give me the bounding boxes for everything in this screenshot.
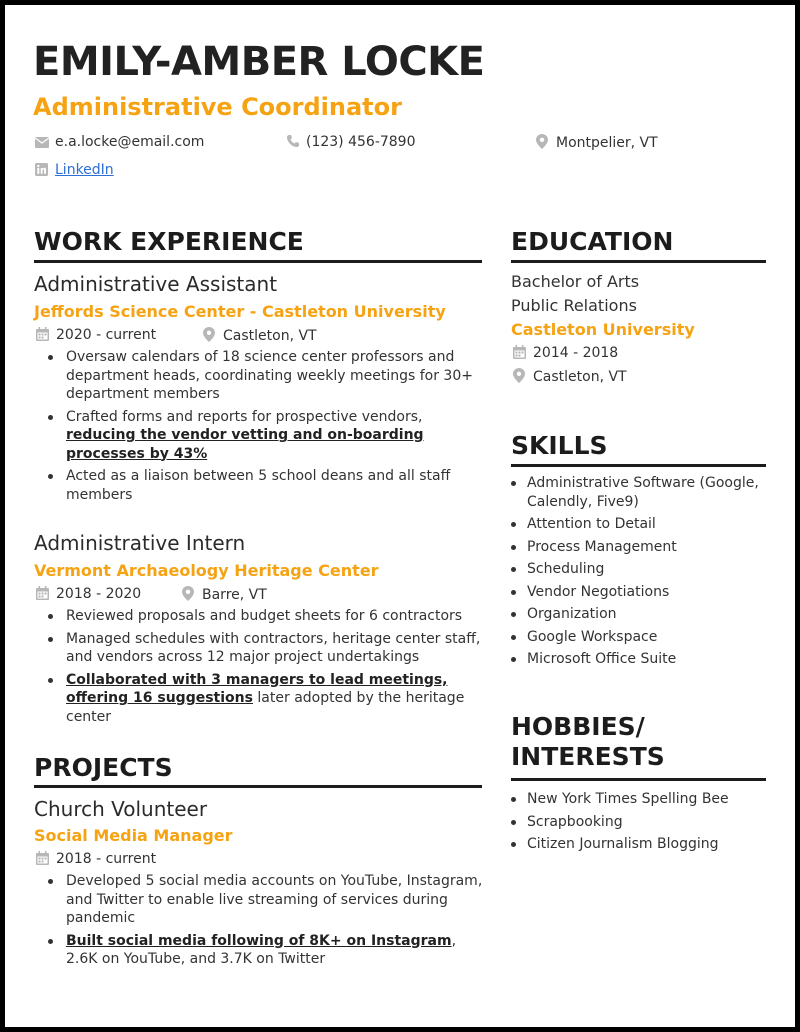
job-location-text: Barre, VT (202, 587, 267, 603)
job-location-text: Castleton, VT (223, 328, 317, 344)
skills-divider (511, 464, 766, 467)
project-dates (36, 851, 156, 867)
skill-item: Microsoft Office Suite (511, 650, 771, 669)
job-bullets (34, 607, 489, 730)
list-item: Developed 5 social media accounts on YouTube, Instagram, and Twitter to enable live streaming of services during pandemic (34, 872, 484, 928)
hobbies-list (511, 790, 771, 858)
skills-heading: SKILLS (511, 431, 608, 460)
list-item: Reviewed proposals and budget sheets for 6 contractors (34, 607, 489, 626)
bullet-text: later adopted by the heritage center (66, 690, 465, 725)
job-dates (36, 586, 141, 602)
field-of-study: Public Relations (511, 296, 637, 315)
job-title: Administrative Intern (34, 531, 246, 555)
phone-icon (286, 134, 300, 148)
education-dates (513, 345, 618, 361)
project-title: Church Volunteer (34, 797, 208, 821)
job-location (203, 327, 317, 344)
education-location-text: Castleton, VT (533, 369, 627, 385)
hobby-item: Citizen Journalism Blogging (511, 835, 771, 854)
work-experience-heading: WORK EXPERIENCE (34, 227, 304, 256)
hobbies-heading-line2: INTERESTS (511, 742, 665, 771)
projects-divider (34, 785, 482, 788)
job-dates-text: 2020 - current (56, 327, 157, 343)
skill-item: Organization (511, 605, 771, 624)
hobby-item: New York Times Spelling Bee (511, 790, 771, 809)
calendar-icon (513, 345, 527, 359)
bullet-text: Crafted forms and reports for prospective vendors, (66, 408, 423, 425)
contact-linkedin[interactable] (35, 162, 114, 178)
education-divider (511, 260, 766, 263)
job-bullets (34, 348, 484, 508)
projects-heading: PROJECTS (34, 753, 173, 782)
skill-item: Google Workspace (511, 628, 771, 647)
phone-text: (123) 456-7890 (306, 134, 416, 150)
skill-item: Administrative Software (Google, Calendly, Five9) (511, 474, 771, 511)
envelope-icon (35, 137, 49, 148)
skill-item: Process Management (511, 538, 771, 557)
calendar-icon (36, 327, 50, 341)
calendar-icon (36, 586, 50, 600)
job-title: Administrative Assistant (34, 272, 278, 296)
resume-page (5, 5, 795, 1027)
calendar-icon (36, 851, 50, 865)
job-dates-text: 2018 - 2020 (56, 586, 142, 602)
degree: Bachelor of Arts (511, 272, 640, 291)
contact-location (536, 134, 658, 151)
hobbies-divider (511, 778, 766, 781)
job-dates (36, 327, 156, 343)
education-heading: EDUCATION (511, 227, 674, 256)
bullet-text: , 2.6K on YouTube, and 3.7K on Twitter (66, 932, 457, 967)
list-item (34, 408, 484, 464)
skills-list (511, 474, 771, 673)
skill-item: Vendor Negotiations (511, 583, 771, 602)
hobby-item: Scrapbooking (511, 813, 771, 832)
contact-email[interactable] (35, 134, 204, 150)
email-text: e.a.locke@email.com (55, 134, 205, 150)
project-dates-text: 2018 - current (56, 851, 157, 867)
hobbies-heading-line1: HOBBIES/ (511, 712, 645, 741)
highlight-text: reducing the vendor vetting and on-boarding processes by 43% (66, 427, 424, 462)
project-bullets (34, 872, 484, 973)
map-pin-icon (182, 586, 196, 601)
linkedin-link[interactable]: LinkedIn (55, 162, 114, 178)
list-item: Oversaw calendars of 18 science center professors and department heads, coordinating weekly meetings for 30+ department members (34, 348, 484, 404)
linkedin-icon (35, 163, 49, 176)
highlight-text: Built social media following of 8K+ on Instagram (66, 932, 452, 949)
skill-item: Attention to Detail (511, 515, 771, 534)
school-name: Castleton University (511, 320, 695, 339)
hobbies-heading (511, 712, 665, 772)
map-pin-icon (513, 368, 527, 383)
education-dates-text: 2014 - 2018 (533, 345, 619, 361)
contact-phone[interactable] (286, 134, 416, 150)
work-divider (34, 260, 482, 263)
project-role: Social Media Manager (34, 826, 233, 845)
location-text: Montpelier, VT (556, 135, 658, 151)
highlight-text: Collaborated with 3 managers to lead meetings, offering 16 suggestions (66, 671, 448, 706)
list-item: Managed schedules with contractors, heritage center staff, and vendors across 12 major project undertakings (34, 630, 489, 667)
list-item (34, 932, 484, 969)
list-item: Acted as a liaison between 5 school deans and all staff members (34, 467, 484, 504)
candidate-name: EMILY-AMBER LOCKE (33, 39, 485, 85)
job-organization: Jeffords Science Center - Castleton University (34, 302, 446, 321)
skill-item: Scheduling (511, 560, 771, 579)
education-location (513, 368, 627, 385)
job-location (182, 586, 267, 603)
list-item (34, 671, 489, 727)
map-pin-icon (536, 134, 550, 149)
job-organization: Vermont Archaeology Heritage Center (34, 561, 379, 580)
candidate-title: Administrative Coordinator (33, 93, 402, 121)
map-pin-icon (203, 327, 217, 342)
